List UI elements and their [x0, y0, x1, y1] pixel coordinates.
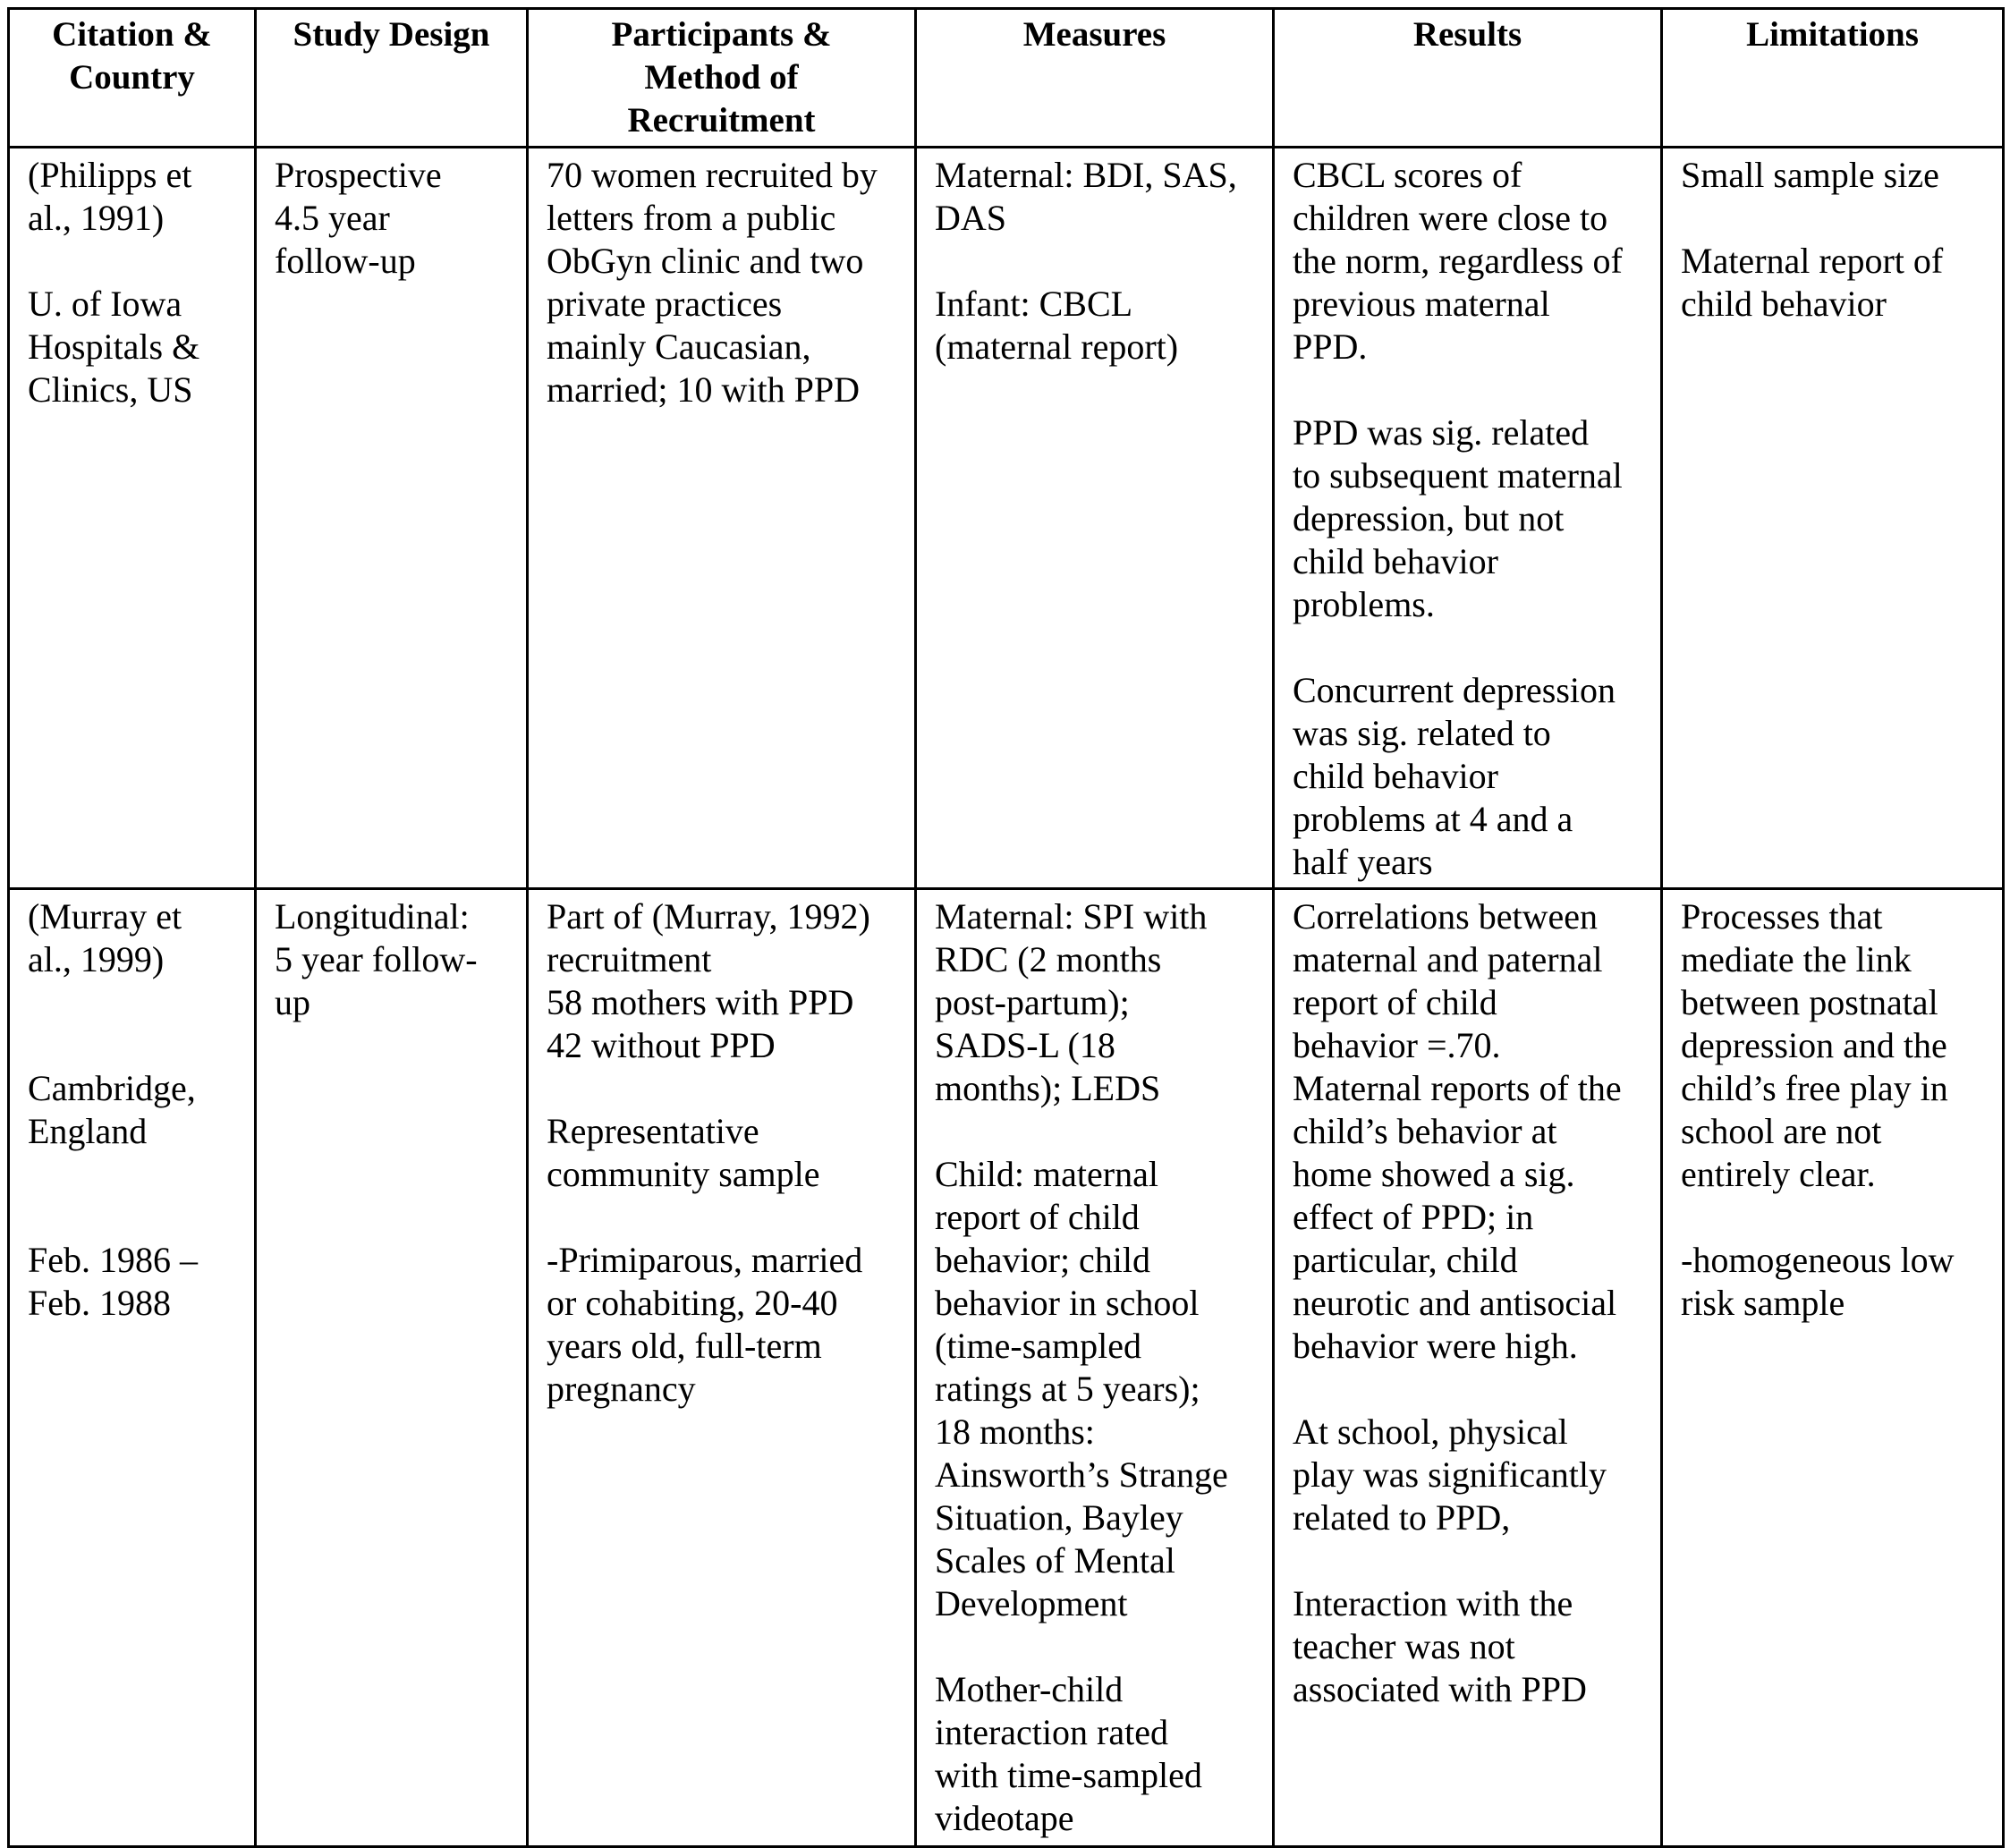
- limitations-text: Small sample size: [1681, 155, 1939, 195]
- header-row: [9, 9, 2004, 148]
- cell-study-design: [256, 148, 528, 889]
- literature-review-table: [7, 7, 2005, 1848]
- study-design-text: Prospective 4.5 year follow-up: [275, 155, 442, 281]
- results-text: Interaction with the teacher was not associated with PPD: [1293, 1583, 1587, 1709]
- results-text: PPD was sig. related to subsequent maternal depression, but not child behavior problems.: [1293, 412, 1623, 624]
- cell-participants: [528, 148, 916, 889]
- header-measures: Measures: [916, 9, 1274, 148]
- cell-participants: [528, 889, 916, 1847]
- table-row: [9, 889, 2004, 1847]
- citation-text: (Murray et al., 1999): [28, 896, 182, 979]
- country-text: Cambridge, England: [28, 1068, 196, 1151]
- participants-text: Representative community sample: [547, 1111, 820, 1194]
- cell-measures: [916, 148, 1274, 889]
- header-citation-country: Citation & Country: [9, 9, 256, 148]
- participants-text: Part of (Murray, 1992) recruitment 58 mothers with PPD 42 without PPD: [547, 896, 870, 1065]
- results-text: At school, physical play was significantly related to PPD,: [1293, 1411, 1607, 1538]
- cell-measures: [916, 889, 1274, 1847]
- header-study-design: Study Design: [256, 9, 528, 148]
- participants-text: -Primiparous, married or cohabiting, 20-40 years old, full-term pregnancy: [547, 1240, 863, 1409]
- measures-text: Infant: CBCL (maternal report): [935, 284, 1179, 367]
- country-text: U. of Iowa Hospitals & Clinics, US: [28, 284, 200, 410]
- cell-results: [1274, 889, 1662, 1847]
- measures-text: Maternal: SPI with RDC (2 months post-partum); SADS-L (18 months); LEDS: [935, 896, 1208, 1108]
- header-results: Results: [1274, 9, 1662, 148]
- measures-text: Mother-child interaction rated with time-sampled videotape: [935, 1669, 1202, 1838]
- citation-text: (Philipps et al., 1991): [28, 155, 192, 238]
- cell-citation: [9, 889, 256, 1847]
- limitations-text: Maternal report of child behavior: [1681, 241, 1944, 324]
- date-range-text: Feb. 1986 – Feb. 1988: [28, 1240, 198, 1323]
- limitations-text: Processes that mediate the link between postnatal depression and the child’s free play in school are not entirely clear.: [1681, 896, 1948, 1194]
- cell-limitations: [1662, 148, 2004, 889]
- study-design-text: Longitudinal: 5 year follow- up: [275, 896, 478, 1022]
- limitations-text: -homogeneous low risk sample: [1681, 1240, 1955, 1323]
- cell-results: [1274, 148, 1662, 889]
- measures-text: Child: maternal report of child behavior; child behavior in school (time-sampled ratings at 5 years); 18 months: Ainsworth’s Strange Situation, Bayley Scales of Mental Development: [935, 1154, 1228, 1623]
- results-text: Concurrent depression was sig. related to child behavior problems at 4 and a half years: [1293, 670, 1616, 882]
- cell-study-design: [256, 889, 528, 1847]
- table-row: [9, 148, 2004, 889]
- cell-citation: [9, 148, 256, 889]
- participants-text: 70 women recruited by letters from a public ObGyn clinic and two private practices mainly Caucasian, married; 10 with PPD: [547, 155, 878, 410]
- results-text: CBCL scores of children were close to the norm, regardless of previous maternal PPD.: [1293, 155, 1623, 367]
- results-text: Correlations between maternal and paternal report of child behavior =.70. Maternal reports of the child’s behavior at home showed a sig. effect of PPD; in particular, child neurotic and antisocial behavior were high.: [1293, 896, 1622, 1366]
- header-limitations: Limitations: [1662, 9, 2004, 148]
- header-participants: Participants & Method of Recruitment: [528, 9, 916, 148]
- measures-text: Maternal: BDI, SAS, DAS: [935, 155, 1237, 238]
- cell-limitations: [1662, 889, 2004, 1847]
